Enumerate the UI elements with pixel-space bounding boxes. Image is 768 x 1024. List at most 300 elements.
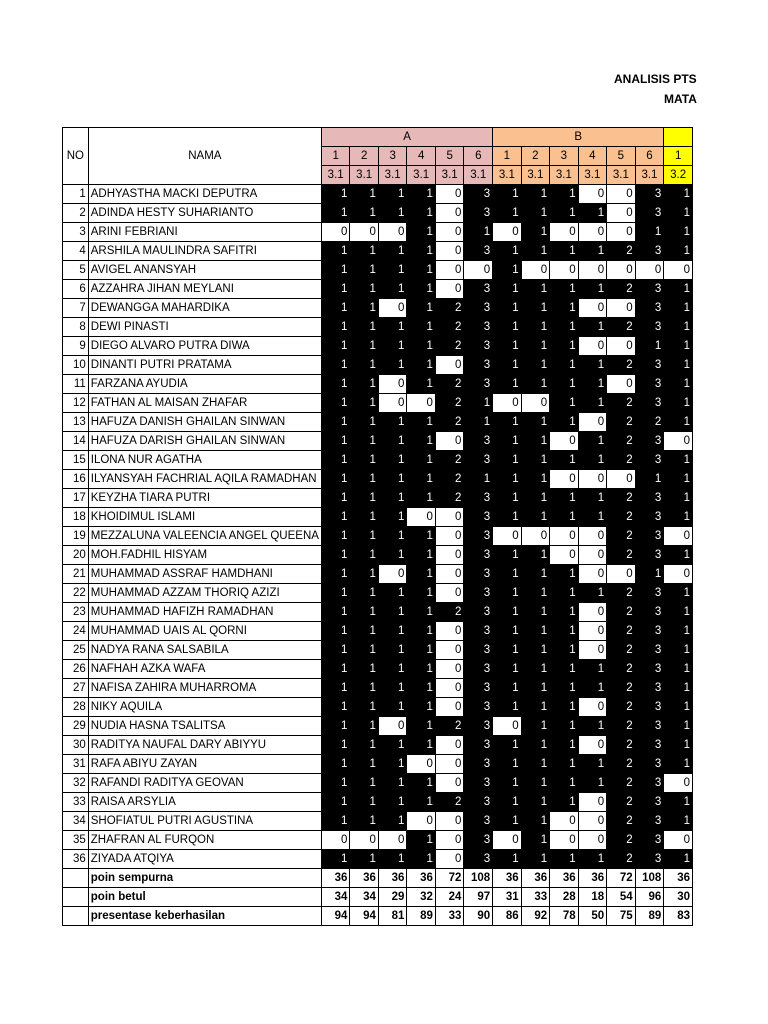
score-cell: 1	[493, 337, 522, 356]
score-cell: 1	[350, 736, 379, 755]
score-cell: 1	[521, 432, 550, 451]
score-cell: 3	[635, 774, 664, 793]
score-cell: 1	[378, 508, 407, 527]
score-cell: 0	[550, 223, 579, 242]
score-cell: 1	[350, 698, 379, 717]
score-cell: 2	[607, 774, 636, 793]
question-number: 1	[493, 147, 522, 166]
student-row	[63, 204, 693, 223]
score-cell: 3	[635, 318, 664, 337]
student-row	[63, 565, 693, 584]
score-cell: 1	[407, 774, 436, 793]
score-cell: 1	[378, 622, 407, 641]
score-cell: 0	[578, 546, 607, 565]
score-cell: 1	[321, 660, 350, 679]
summary-value: 33	[435, 907, 464, 926]
summary-value: 108	[464, 869, 493, 888]
student-number: 14	[63, 432, 89, 451]
score-cell: 3	[464, 356, 493, 375]
score-cell: 1	[407, 299, 436, 318]
score-cell: 1	[664, 470, 693, 489]
score-cell: 1	[521, 451, 550, 470]
student-name: DINANTI PUTRI PRATAMA	[88, 356, 321, 375]
score-cell: 1	[321, 356, 350, 375]
student-number: 6	[63, 280, 89, 299]
score-cell: 1	[550, 413, 579, 432]
score-cell: 1	[521, 489, 550, 508]
score-cell: 0	[550, 432, 579, 451]
score-cell: 1	[378, 185, 407, 204]
student-number: 16	[63, 470, 89, 489]
score-cell: 1	[321, 337, 350, 356]
score-cell: 1	[321, 318, 350, 337]
score-cell: 0	[607, 185, 636, 204]
score-cell: 1	[550, 185, 579, 204]
score-cell: 0	[578, 337, 607, 356]
score-cell: 0	[435, 850, 464, 869]
question-number: 2	[350, 147, 379, 166]
score-cell: 0	[607, 337, 636, 356]
score-cell: 3	[635, 584, 664, 603]
summary-value: 92	[521, 907, 550, 926]
summary-blank	[63, 888, 89, 907]
score-cell: 1	[521, 356, 550, 375]
summary-value: 36	[664, 869, 693, 888]
score-cell: 1	[407, 185, 436, 204]
score-cell: 1	[521, 470, 550, 489]
score-cell: 1	[664, 356, 693, 375]
student-number: 26	[63, 660, 89, 679]
score-cell: 1	[635, 565, 664, 584]
score-cell: 1	[521, 755, 550, 774]
score-cell: 1	[321, 698, 350, 717]
score-cell: 0	[435, 432, 464, 451]
score-cell: 1	[407, 489, 436, 508]
score-cell: 1	[550, 584, 579, 603]
student-row	[63, 546, 693, 565]
summary-value: 96	[635, 888, 664, 907]
score-cell: 1	[378, 280, 407, 299]
score-cell: 0	[321, 831, 350, 850]
score-cell: 1	[350, 337, 379, 356]
group-header-b: B	[493, 128, 664, 147]
student-number: 3	[63, 223, 89, 242]
summary-value: 83	[664, 907, 693, 926]
question-number: 5	[435, 147, 464, 166]
score-cell: 1	[550, 356, 579, 375]
score-cell: 1	[321, 641, 350, 660]
score-cell: 3	[635, 489, 664, 508]
score-cell: 0	[578, 603, 607, 622]
score-cell: 1	[493, 470, 522, 489]
score-cell: 2	[607, 242, 636, 261]
student-row	[63, 508, 693, 527]
score-cell: 1	[664, 603, 693, 622]
score-cell: 1	[578, 774, 607, 793]
score-cell: 0	[607, 565, 636, 584]
score-cell: 3	[635, 831, 664, 850]
score-cell: 2	[607, 356, 636, 375]
score-cell: 1	[321, 584, 350, 603]
score-cell: 1	[493, 755, 522, 774]
score-cell: 1	[321, 280, 350, 299]
score-cell: 0	[378, 223, 407, 242]
score-cell: 1	[664, 850, 693, 869]
score-cell: 1	[578, 394, 607, 413]
score-cell: 1	[521, 660, 550, 679]
score-cell: 1	[550, 394, 579, 413]
score-cell: 0	[493, 831, 522, 850]
score-cell: 1	[407, 603, 436, 622]
summary-value: 36	[350, 869, 379, 888]
score-cell: 2	[435, 318, 464, 337]
score-cell: 1	[378, 603, 407, 622]
column-header-name: NAMA	[88, 128, 321, 185]
score-cell: 0	[607, 261, 636, 280]
score-cell: 1	[521, 318, 550, 337]
score-cell: 3	[635, 679, 664, 698]
score-cell: 1	[550, 204, 579, 223]
kd-code: 3.1	[464, 166, 493, 185]
student-number: 32	[63, 774, 89, 793]
score-cell: 1	[521, 679, 550, 698]
score-cell: 1	[521, 242, 550, 261]
score-cell: 1	[664, 508, 693, 527]
score-cell: 1	[350, 603, 379, 622]
score-cell: 0	[550, 261, 579, 280]
score-cell: 0	[407, 755, 436, 774]
score-cell: 1	[664, 736, 693, 755]
score-cell: 1	[550, 299, 579, 318]
student-row	[63, 375, 693, 394]
score-cell: 1	[321, 679, 350, 698]
score-cell: 3	[635, 451, 664, 470]
summary-value: 28	[550, 888, 579, 907]
score-cell: 0	[635, 261, 664, 280]
score-cell: 1	[378, 850, 407, 869]
score-cell: 0	[493, 717, 522, 736]
score-cell: 3	[464, 280, 493, 299]
score-cell: 1	[350, 717, 379, 736]
score-cell: 0	[664, 565, 693, 584]
score-cell: 1	[493, 603, 522, 622]
score-cell: 3	[464, 641, 493, 660]
student-row	[63, 812, 693, 831]
student-name: KEYZHA TIARA PUTRI	[88, 489, 321, 508]
score-cell: 1	[521, 223, 550, 242]
kd-code: 3.2	[664, 166, 693, 185]
score-cell: 0	[578, 223, 607, 242]
summary-value: 86	[493, 907, 522, 926]
score-cell: 3	[464, 660, 493, 679]
score-cell: 1	[493, 318, 522, 337]
score-cell: 0	[321, 223, 350, 242]
student-row	[63, 261, 693, 280]
score-cell: 1	[550, 375, 579, 394]
score-cell: 1	[493, 584, 522, 603]
score-cell: 3	[635, 717, 664, 736]
score-cell: 1	[664, 394, 693, 413]
score-cell: 3	[635, 622, 664, 641]
summary-value: 72	[435, 869, 464, 888]
score-cell: 1	[521, 812, 550, 831]
score-cell: 0	[435, 812, 464, 831]
score-cell: 0	[435, 280, 464, 299]
student-name: MUHAMMAD HAFIZH RAMADHAN	[88, 603, 321, 622]
score-cell: 1	[321, 470, 350, 489]
score-cell: 1	[378, 755, 407, 774]
score-cell: 1	[664, 546, 693, 565]
score-cell: 1	[407, 280, 436, 299]
score-cell: 1	[664, 451, 693, 470]
score-cell: 1	[321, 546, 350, 565]
student-name: HAFUZA DARISH GHAILAN SINWAN	[88, 432, 321, 451]
score-cell: 0	[550, 546, 579, 565]
student-number: 12	[63, 394, 89, 413]
score-cell: 0	[578, 812, 607, 831]
score-cell: 0	[578, 793, 607, 812]
score-cell: 0	[435, 261, 464, 280]
score-cell: 1	[578, 280, 607, 299]
score-cell: 1	[407, 679, 436, 698]
score-cell: 0	[578, 698, 607, 717]
score-cell: 3	[464, 717, 493, 736]
score-cell: 1	[407, 204, 436, 223]
score-sheet	[62, 127, 693, 941]
score-cell: 1	[407, 698, 436, 717]
student-row	[63, 185, 693, 204]
score-cell: 1	[550, 565, 579, 584]
score-cell: 1	[407, 622, 436, 641]
score-cell: 3	[464, 584, 493, 603]
score-cell: 1	[407, 565, 436, 584]
summary-value: 81	[378, 907, 407, 926]
score-cell: 1	[407, 318, 436, 337]
score-cell: 1	[550, 660, 579, 679]
score-cell: 3	[635, 546, 664, 565]
score-cell: 1	[550, 679, 579, 698]
summary-value: 89	[407, 907, 436, 926]
score-cell: 1	[378, 261, 407, 280]
score-cell: 1	[407, 413, 436, 432]
score-cell: 1	[521, 565, 550, 584]
score-cell: 1	[493, 850, 522, 869]
score-cell: 0	[407, 508, 436, 527]
score-cell: 0	[435, 527, 464, 546]
student-number: 31	[63, 755, 89, 774]
score-cell: 0	[607, 299, 636, 318]
score-cell: 1	[350, 755, 379, 774]
student-name: RAFA ABIYU ZAYAN	[88, 755, 321, 774]
kd-code: 3.1	[435, 166, 464, 185]
kd-code: 3.1	[578, 166, 607, 185]
score-cell: 2	[607, 603, 636, 622]
score-cell: 3	[464, 375, 493, 394]
student-name: NAFISA ZAHIRA MUHARROMA	[88, 679, 321, 698]
student-row	[63, 394, 693, 413]
score-cell: 1	[321, 299, 350, 318]
score-cell: 0	[578, 736, 607, 755]
score-cell: 2	[607, 413, 636, 432]
score-cell: 1	[550, 793, 579, 812]
score-cell: 3	[464, 489, 493, 508]
score-cell: 0	[578, 261, 607, 280]
score-cell: 1	[578, 850, 607, 869]
student-row	[63, 622, 693, 641]
score-cell: 3	[635, 185, 664, 204]
score-cell: 0	[607, 375, 636, 394]
score-cell: 0	[578, 565, 607, 584]
student-name: MUHAMMAD UAIS AL QORNI	[88, 622, 321, 641]
score-cell: 1	[578, 717, 607, 736]
summary-value: 108	[635, 869, 664, 888]
score-cell: 1	[493, 698, 522, 717]
score-cell: 2	[607, 660, 636, 679]
student-name: DEWI PINASTI	[88, 318, 321, 337]
summary-row	[63, 869, 693, 888]
score-cell: 1	[321, 736, 350, 755]
score-cell: 0	[664, 432, 693, 451]
question-number: 3	[378, 147, 407, 166]
student-row	[63, 755, 693, 774]
summary-value: 36	[321, 869, 350, 888]
score-cell: 1	[521, 622, 550, 641]
score-cell: 0	[578, 185, 607, 204]
score-cell: 0	[493, 394, 522, 413]
group-header-c	[664, 128, 693, 147]
score-cell: 1	[493, 280, 522, 299]
score-cell: 1	[321, 432, 350, 451]
student-name: FARZANA AYUDIA	[88, 375, 321, 394]
student-number: 30	[63, 736, 89, 755]
score-cell: 1	[664, 185, 693, 204]
score-cell: 3	[464, 185, 493, 204]
student-number: 15	[63, 451, 89, 470]
score-cell: 1	[493, 261, 522, 280]
score-cell: 1	[578, 584, 607, 603]
student-name: MUHAMMAD ASSRAF HAMDHANI	[88, 565, 321, 584]
score-cell: 1	[407, 261, 436, 280]
score-cell: 2	[435, 299, 464, 318]
score-cell: 3	[635, 660, 664, 679]
score-cell: 0	[607, 470, 636, 489]
student-number: 35	[63, 831, 89, 850]
score-cell: 1	[664, 584, 693, 603]
score-cell: 1	[493, 565, 522, 584]
student-name: ADINDA HESTY SUHARIANTO	[88, 204, 321, 223]
score-cell: 1	[350, 622, 379, 641]
score-cell: 1	[521, 508, 550, 527]
score-cell: 1	[321, 451, 350, 470]
score-cell: 1	[321, 565, 350, 584]
student-row	[63, 318, 693, 337]
score-cell: 0	[378, 831, 407, 850]
score-cell: 1	[521, 774, 550, 793]
score-cell: 3	[635, 850, 664, 869]
score-cell: 2	[435, 489, 464, 508]
summary-value: 36	[521, 869, 550, 888]
score-cell: 1	[521, 413, 550, 432]
score-cell: 1	[350, 679, 379, 698]
score-cell: 1	[407, 660, 436, 679]
score-cell: 1	[350, 489, 379, 508]
score-cell: 0	[493, 527, 522, 546]
summary-value: 78	[550, 907, 579, 926]
report-subtitle: MATA	[664, 92, 697, 106]
student-row	[63, 299, 693, 318]
score-cell: 1	[493, 546, 522, 565]
student-number: 9	[63, 337, 89, 356]
score-cell: 3	[635, 603, 664, 622]
score-cell: 0	[435, 755, 464, 774]
score-cell: 0	[435, 679, 464, 698]
score-cell: 1	[521, 280, 550, 299]
score-cell: 3	[464, 603, 493, 622]
student-name: KHOIDIMUL ISLAMI	[88, 508, 321, 527]
score-cell: 1	[578, 356, 607, 375]
score-cell: 1	[350, 774, 379, 793]
score-cell: 1	[378, 527, 407, 546]
score-cell: 1	[493, 793, 522, 812]
score-cell: 1	[464, 470, 493, 489]
student-name: NUDIA HASNA TSALITSA	[88, 717, 321, 736]
score-cell: 1	[493, 774, 522, 793]
score-cell: 1	[521, 603, 550, 622]
column-header-no: NO	[63, 128, 89, 185]
score-cell: 1	[578, 679, 607, 698]
summary-value: 54	[607, 888, 636, 907]
score-cell: 1	[521, 831, 550, 850]
score-cell: 1	[664, 489, 693, 508]
summary-label: poin betul	[88, 888, 321, 907]
score-cell: 3	[635, 527, 664, 546]
student-number: 27	[63, 679, 89, 698]
score-cell: 1	[664, 660, 693, 679]
score-cell: 1	[493, 432, 522, 451]
question-number: 4	[407, 147, 436, 166]
score-cell: 0	[378, 375, 407, 394]
score-cell: 1	[493, 242, 522, 261]
score-cell: 3	[635, 432, 664, 451]
score-cell: 1	[664, 299, 693, 318]
score-cell: 0	[378, 717, 407, 736]
score-cell: 1	[664, 622, 693, 641]
score-cell: 2	[607, 318, 636, 337]
summary-value: 50	[578, 907, 607, 926]
score-cell: 1	[321, 603, 350, 622]
score-cell: 1	[493, 299, 522, 318]
score-cell: 1	[664, 337, 693, 356]
score-cell: 0	[435, 774, 464, 793]
student-row	[63, 432, 693, 451]
student-name: ARINI FEBRIANI	[88, 223, 321, 242]
score-cell: 1	[321, 793, 350, 812]
score-cell: 1	[521, 717, 550, 736]
score-cell: 1	[378, 546, 407, 565]
student-row	[63, 736, 693, 755]
score-cell: 1	[493, 812, 522, 831]
score-cell: 2	[607, 755, 636, 774]
summary-value: 94	[321, 907, 350, 926]
score-cell: 1	[378, 679, 407, 698]
score-cell: 0	[578, 831, 607, 850]
score-cell: 1	[321, 413, 350, 432]
score-cell: 1	[407, 432, 436, 451]
score-cell: 1	[321, 508, 350, 527]
score-cell: 1	[550, 489, 579, 508]
summary-value: 72	[607, 869, 636, 888]
score-cell: 1	[378, 660, 407, 679]
